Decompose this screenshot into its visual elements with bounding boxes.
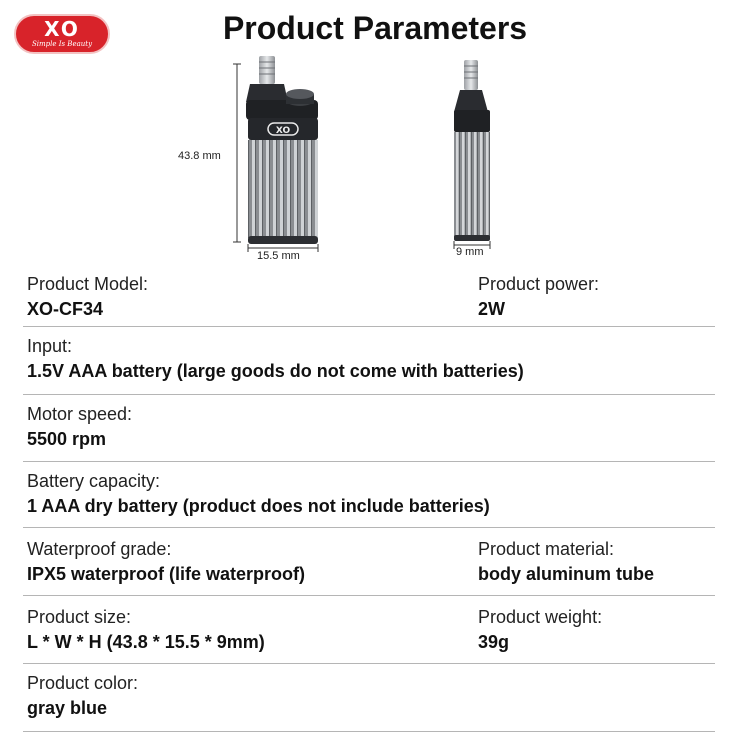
spec-motor-speed-label: Motor speed: [27, 404, 133, 424]
spec-material [478, 537, 654, 587]
spec-row-battery-capacity [23, 461, 715, 528]
spec-model [27, 272, 148, 322]
product-illustration [0, 50, 750, 265]
spec-input [27, 334, 524, 384]
spec-model-label: Product Model: [27, 274, 149, 294]
device-front-view [233, 56, 318, 252]
spec-waterproof-label: Waterproof grade: [27, 539, 172, 559]
brand-logo-text: XO [44, 17, 80, 41]
spec-weight [478, 605, 602, 655]
spec-material-label: Product material: [478, 539, 615, 559]
depth-dimension-label: 9 mm [456, 246, 484, 258]
spec-waterproof [27, 537, 305, 587]
height-dimension-label: 43.8 mm [178, 150, 221, 162]
device-side-view [454, 60, 490, 249]
spec-color [27, 671, 138, 721]
spec-color-value: gray blue [27, 698, 108, 718]
spec-waterproof-value: IPX5 waterproof (life waterproof) [27, 564, 306, 584]
spec-size-label: Product size: [27, 607, 132, 627]
spec-row-size-weight [23, 595, 715, 664]
spec-material-value: body aluminum tube [478, 564, 655, 584]
spec-battery-capacity [27, 469, 490, 519]
spec-size [27, 605, 265, 655]
spec-motor-speed-value: 5500 rpm [27, 429, 107, 449]
page-title: Product Parameters [222, 10, 528, 46]
spec-input-label: Input: [27, 336, 73, 356]
spec-row-model-power [23, 268, 715, 327]
spec-row-color [23, 663, 715, 732]
spec-input-value: 1.5V AAA battery (large goods do not come with batteries) [27, 361, 524, 381]
spec-row-motor-speed [23, 394, 715, 462]
spec-row-input [23, 326, 715, 395]
spec-weight-value: 39g [478, 632, 510, 652]
spec-size-value: L * W * H (43.8 * 15.5 * 9mm) [27, 632, 265, 652]
spec-battery-capacity-value: 1 AAA dry battery (product does not include batteries) [27, 496, 490, 516]
spec-motor-speed [27, 402, 132, 452]
spec-color-label: Product color: [27, 673, 139, 693]
spec-power-value: 2W [478, 299, 505, 319]
spec-row-waterproof-material [23, 527, 715, 596]
spec-power-label: Product power: [478, 274, 600, 294]
width-dimension-label: 15.5 mm [257, 250, 300, 262]
spec-power [478, 272, 599, 322]
brand-slogan: Simple Is Beauty [31, 40, 93, 48]
spec-battery-capacity-label: Battery capacity: [27, 471, 161, 491]
svg-text:XO: XO [275, 126, 291, 136]
spec-model-value: XO-CF34 [27, 299, 104, 319]
product-figure [0, 50, 750, 265]
spec-weight-label: Product weight: [478, 607, 603, 627]
